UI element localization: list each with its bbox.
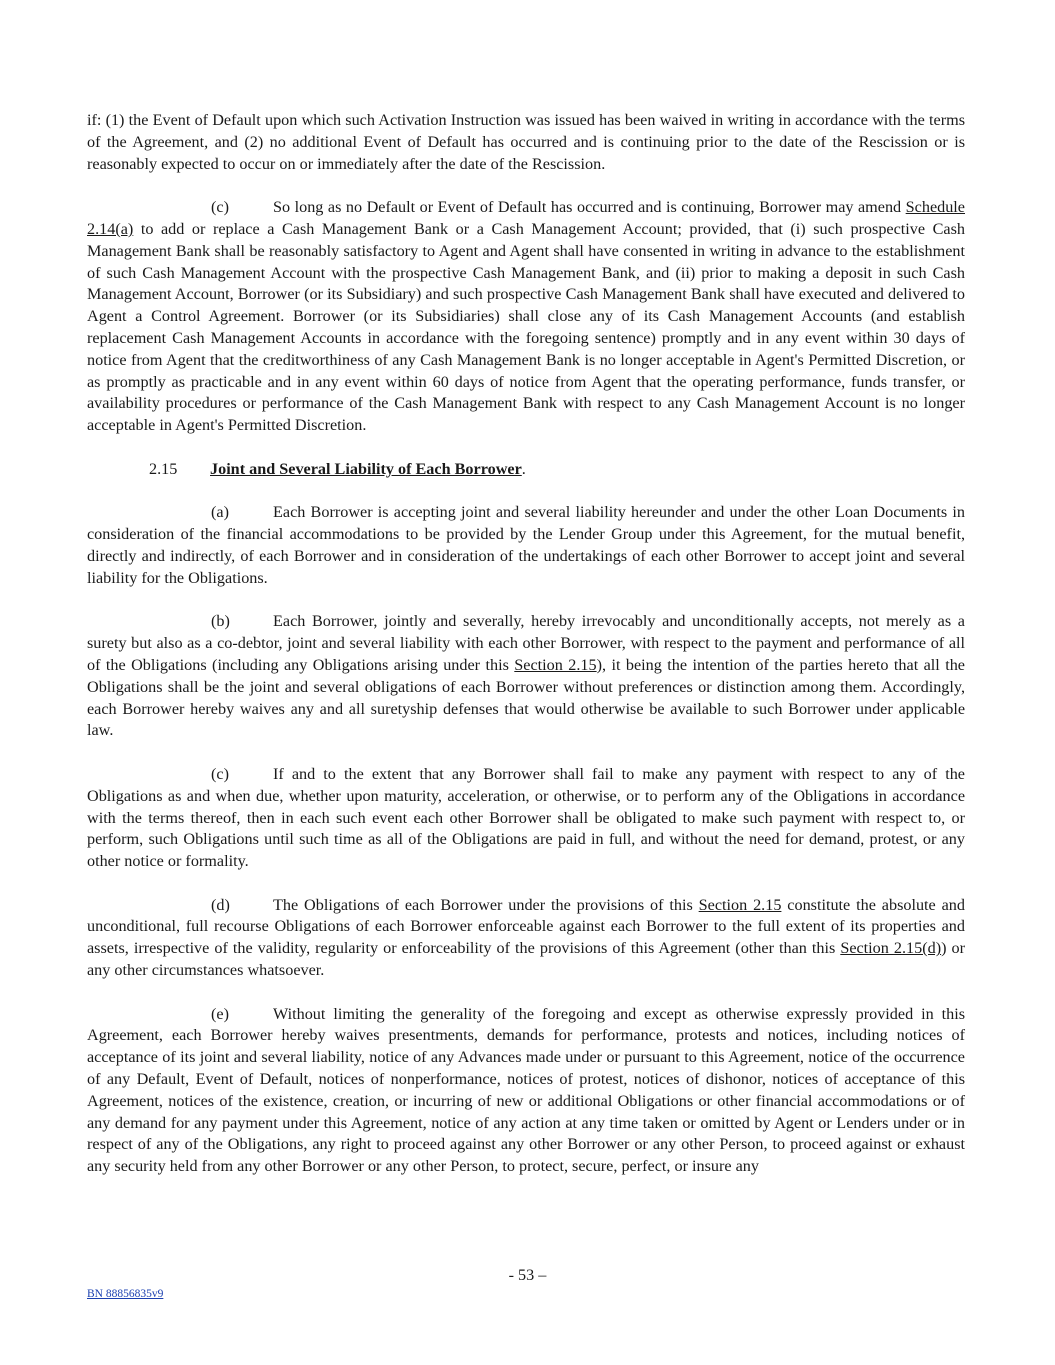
clause-label: (b): [211, 612, 230, 631]
clause-label: (d): [211, 895, 230, 914]
clause-text: Without limiting the generality of the foregoing and except as otherwise expressly provided in this Agreement, each Borrower hereby waives presentments, demands for performance, protests and notices, including notices of acceptance of its joint and several liability, notice of any Advances made under or pursuant to this Agreement, notice of the occurrence of any Default, Event of Default, notices of nonperformance, notices of protest, notices of dishonor, notices of acceptance of this Agreement, notices of the existence, creation, or incurring of new or additional Obligations or other financial accommodations or of any demand for any payment under this Agreement, notice of any action at any time taken or omitted by Agent or Lenders under or in respect of any of the Obligations, any right to proceed against any other Borrower or any other Person, to proceed against or exhaust any security held from any other Borrower or any other Person, to protect, secure, perfect, or insure any: [87, 1004, 965, 1176]
page-number: - 53 –: [508, 1266, 547, 1284]
section-title-period: .: [521, 459, 526, 478]
section-reference-link[interactable]: Section 2.15: [514, 655, 597, 674]
clause-text-after: ), it being the intention of the parties hereto that all the Obligations shall be the joint and several obligations of each Borrower without preferences or distinction among them. Accordingly, each Borrower hereby waives any and all suretyship defenses that would otherwise be available to such Borrower under applicable law.: [87, 655, 965, 740]
clause-label: (e): [211, 1004, 229, 1023]
paragraph-a: [87, 502, 965, 589]
section-number: 2.15: [149, 459, 178, 478]
paragraph-d: [87, 895, 965, 982]
paragraph-e: [87, 1004, 965, 1178]
paragraph-b: [87, 611, 965, 742]
clause-text: If and to the extent that any Borrower shall fail to make any payment with respect to any of the Obligations as and when due, whether upon maturity, acceleration, or otherwise, or to perform any of the Obligations in accordance with the terms thereof, then in each such event each other Borrower shall be obligated to make such payment with respect to, or perform, such Obligations until such time as all of the Obligations are paid in full, and without the need for demand, protest, or any other notice or formality.: [87, 764, 965, 871]
document-id-link[interactable]: BN 88856835v9: [87, 1288, 164, 1300]
clause-label: (c): [211, 764, 229, 783]
clause-label: (c): [211, 198, 229, 217]
clause-text-after: ) or any other circumstances whatsoever.: [87, 939, 966, 980]
paragraph-continuation: if: (1) the Event of Default upon which such Activation Instruction was issued has been waived in writing in accordance with the terms of the Agreement, and (2) no additional Event of Default has occurred and is continuing prior to the date of the Rescission or is reasonably expected to occur on or immediately after the date of the Rescission.: [87, 111, 965, 173]
paragraph-c-cash-management: [87, 197, 965, 437]
clause-text-before: So long as no Default or Event of Default has occurred and is continuing, Borrower may amend: [273, 198, 906, 217]
section-reference-link[interactable]: Section 2.15(d): [840, 939, 942, 958]
section-heading: [87, 459, 965, 481]
clause-text-after: to add or replace a Cash Management Bank or a Cash Management Account; provided, that (i) such prospective Cash Management Bank shall be reasonably satisfactory to Agent and Agent shall have consented in writing in advance to the establishment of such Cash Management Account with the prospective Cash Management Bank, and (ii) prior to making a deposit in such Cash Management Account, Borrower (or its Subsidiary) and such prospective Cash Management Bank shall have executed and delivered to Agent a Control Agreement. Borrower (or its Subsidiaries) shall close any of its Cash Management Accounts (and establish replacement Cash Management Accounts in accordance with the foregoing sentence) promptly and in any event within 30 days of notice from Agent that the creditworthiness of any Cash Management Bank is no longer acceptable in Agent's Permitted Discretion, or as promptly as practicable and in any event within 60 days of notice from Agent that the operating performance, funds transfer, or availability procedures or performance of the Cash Management Bank with respect to any Cash Management Account is no longer acceptable in Agent's Permitted Discretion.: [87, 219, 965, 435]
document-body: [87, 110, 965, 1178]
clause-text-before: Each Borrower, jointly and severally, hereby irrevocably and unconditionally accepts, not merely as a surety but also as a co-debtor, joint and several liability with each other Borrower, with respect to the payment and performance of all of the Obligations (including any Obligations arising under this: [87, 612, 965, 674]
section-title: Joint and Several Liability of Each Borrower: [210, 459, 522, 478]
section-reference-link[interactable]: Section 2.15: [698, 895, 782, 914]
clause-text-before: The Obligations of each Borrower under the provisions of this: [273, 895, 699, 914]
paragraph-c: [87, 764, 965, 873]
clause-label: (a): [211, 503, 229, 522]
schedule-reference-link[interactable]: Schedule 2.14(a): [87, 198, 965, 238]
clause-text-middle: constitute the absolute and unconditional, full recourse Obligations of each Borrower enforceable against each Borrower to the full extent of its properties and assets, irrespective of the validity, regularity or enforceability of the provisions of this Agreement (other than this: [87, 895, 965, 958]
clause-text: Each Borrower is accepting joint and several liability hereunder and under the other Loan Documents in consideration of the financial accommodations to be provided by the Lender Group under this Agreement, for the mutual benefit, directly and indirectly, of each Borrower and in consideration of the undertakings of each other Borrower to accept joint and several liability for the Obligations.: [87, 503, 965, 587]
